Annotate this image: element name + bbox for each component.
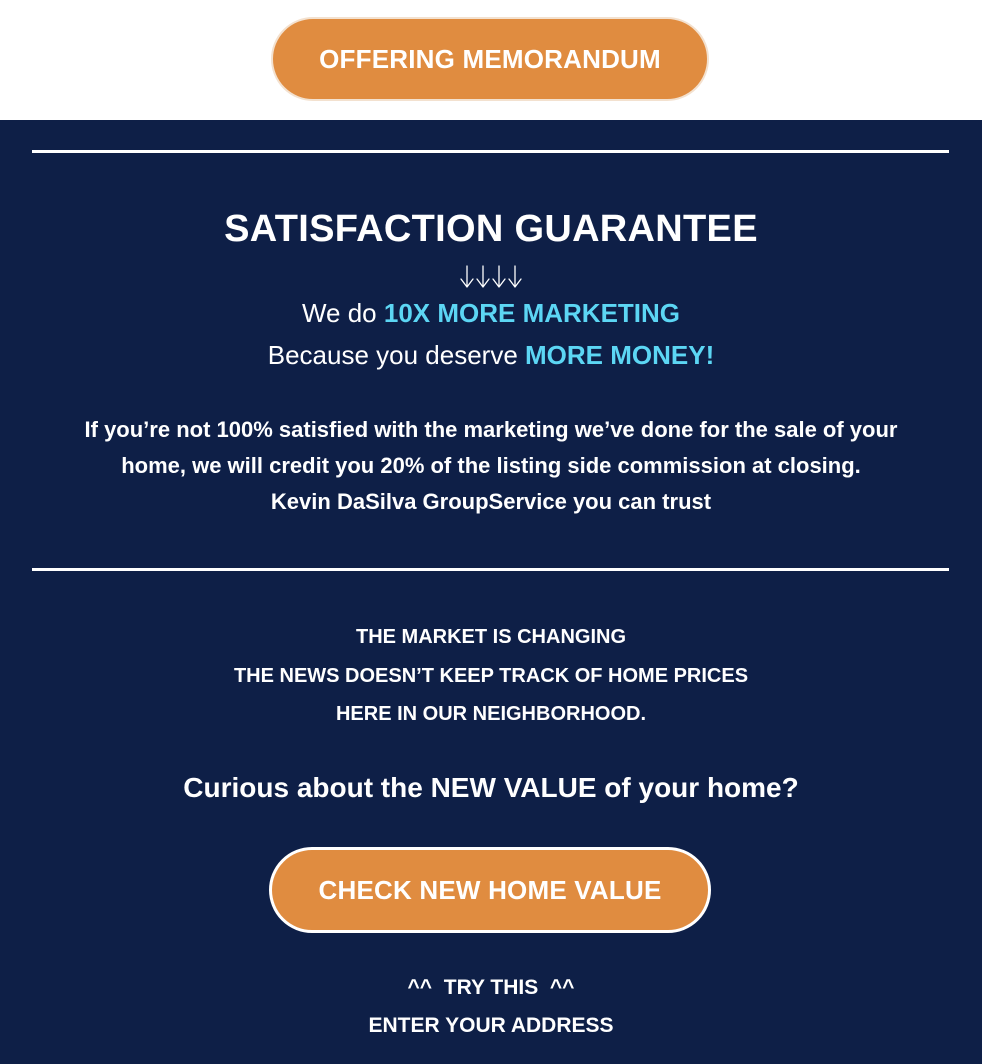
money-claim-prefix: Because you deserve (267, 340, 526, 370)
enter-address-hint: ENTER YOUR ADDRESS (368, 1014, 614, 1037)
guarantee-body-signature: Kevin DaSilva GroupService you can trust (270, 489, 712, 514)
home-value-question: Curious about the NEW VALUE of your home? (183, 772, 799, 803)
guarantee-body-line: home, we will credit you 20% of the listing side commission at closing. (121, 453, 861, 478)
marketing-claim (0, 298, 982, 329)
offering-memorandum-button[interactable]: OFFERING MEMORANDUM (271, 17, 709, 101)
market-line: HERE IN OUR NEIGHBORHOOD. (335, 703, 647, 725)
section-divider (32, 568, 949, 571)
market-line: THE MARKET IS CHANGING (356, 626, 626, 648)
guarantee-body-line: If you’re not 100% satisfied with the marketing we’ve done for the sale of your (84, 417, 898, 442)
top-section (0, 0, 982, 120)
promo-section (0, 120, 982, 1064)
top-divider (32, 150, 949, 153)
check-home-value-button[interactable]: CHECK NEW HOME VALUE (269, 847, 711, 933)
guarantee-title: SATISFACTION GUARANTEE (224, 208, 758, 250)
down-arrows-icon (459, 264, 523, 290)
marketing-claim-highlight: 10X MORE MARKETING (383, 298, 681, 328)
guarantee-body (0, 412, 982, 520)
market-line: THE NEWS DOESN’T KEEP TRACK OF HOME PRICES (233, 665, 749, 687)
money-claim-highlight: MORE MONEY! (525, 340, 715, 370)
marketing-claim-prefix: We do (301, 298, 384, 328)
try-this-hint: ^^ TRY THIS ^^ (407, 976, 575, 999)
money-claim (0, 340, 982, 371)
